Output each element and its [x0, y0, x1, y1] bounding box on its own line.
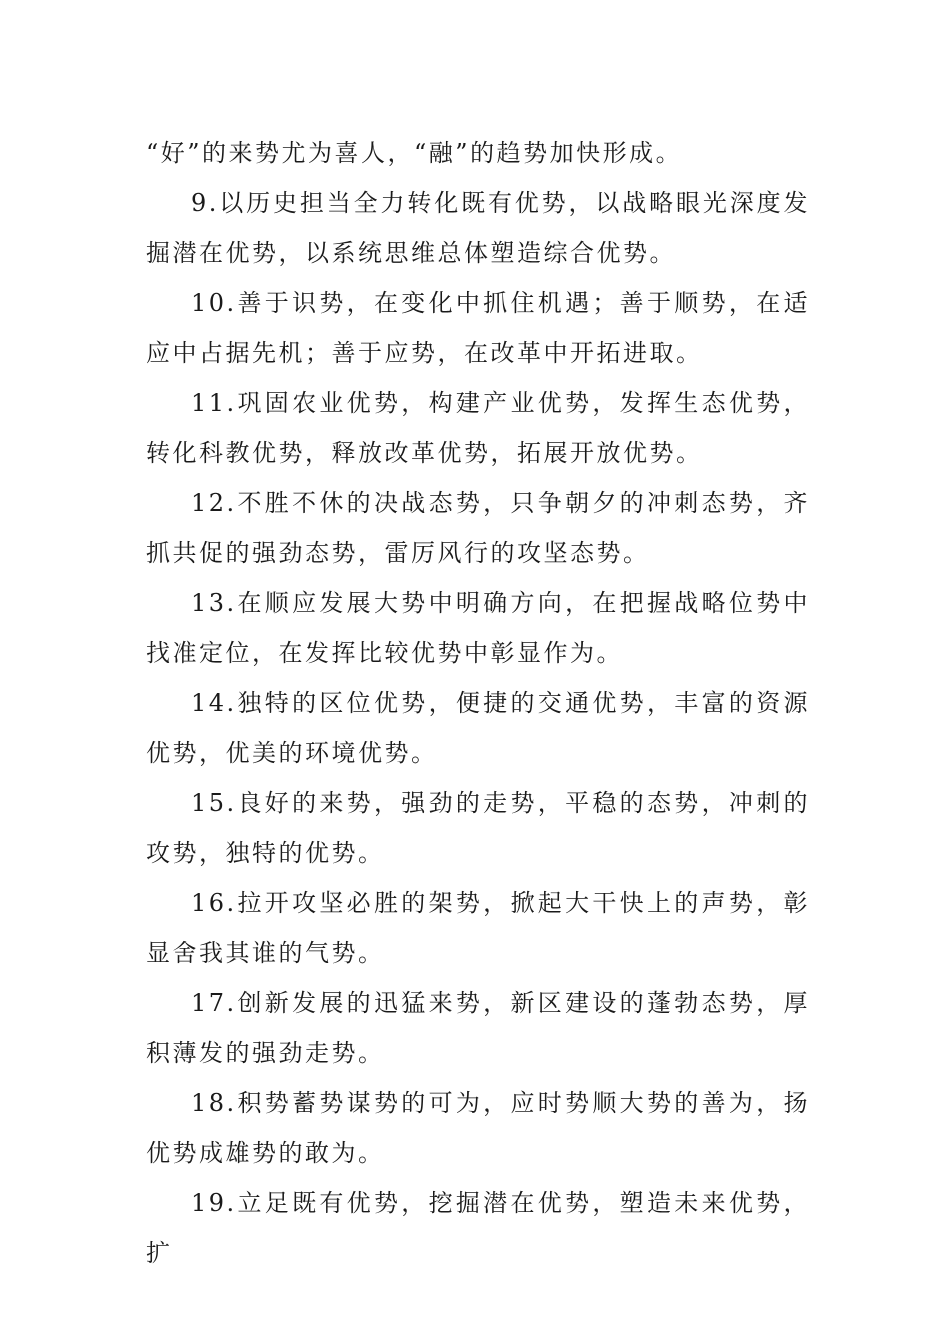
- paragraph-item-19: 19.立足既有优势，挖掘潜在优势，塑造未来优势，扩: [146, 1189, 810, 1267]
- paragraph-item-9: 9.以历史担当全力转化既有优势，以战略眼光深度发掘潜在优势，以系统思维总体塑造综合优势。: [146, 189, 810, 267]
- paragraph-item-10: 10.善于识势，在变化中抓住机遇；善于顺势，在适应中占据先机；善于应势，在改革中开拓进取。: [146, 289, 810, 367]
- paragraph-item-14: 14.独特的区位优势，便捷的交通优势，丰富的资源优势，优美的环境优势。: [146, 689, 810, 767]
- paragraph-item-17: 17.创新发展的迅猛来势，新区建设的蓬勃态势，厚积薄发的强劲走势。: [146, 989, 810, 1067]
- paragraph-item-18: 18.积势蓄势谋势的可为，应时势顺大势的善为，扬优势成雄势的敢为。: [146, 1089, 810, 1167]
- paragraph-item-16: 16.拉开攻坚必胜的架势，掀起大干快上的声势，彰显舍我其谁的气势。: [146, 889, 810, 967]
- paragraph-item-13: 13.在顺应发展大势中明确方向，在把握战略位势中找准定位，在发挥比较优势中彰显作为。: [146, 589, 810, 667]
- paragraph-item-11: 11.巩固农业优势，构建产业优势，发挥生态优势，转化科教优势，释放改革优势，拓展开放优势。: [146, 389, 810, 467]
- paragraph-item-15: 15.良好的来势，强劲的走势，平稳的态势，冲刺的攻势，独特的优势。: [146, 789, 810, 867]
- document-body: [146, 128, 810, 1278]
- paragraph-item-12: 12.不胜不休的决战态势，只争朝夕的冲刺态势，齐抓共促的强劲态势，雷厉风行的攻坚态势。: [146, 489, 810, 567]
- paragraph-continuation: “好”的来势尤为喜人，“融”的趋势加快形成。: [146, 139, 683, 167]
